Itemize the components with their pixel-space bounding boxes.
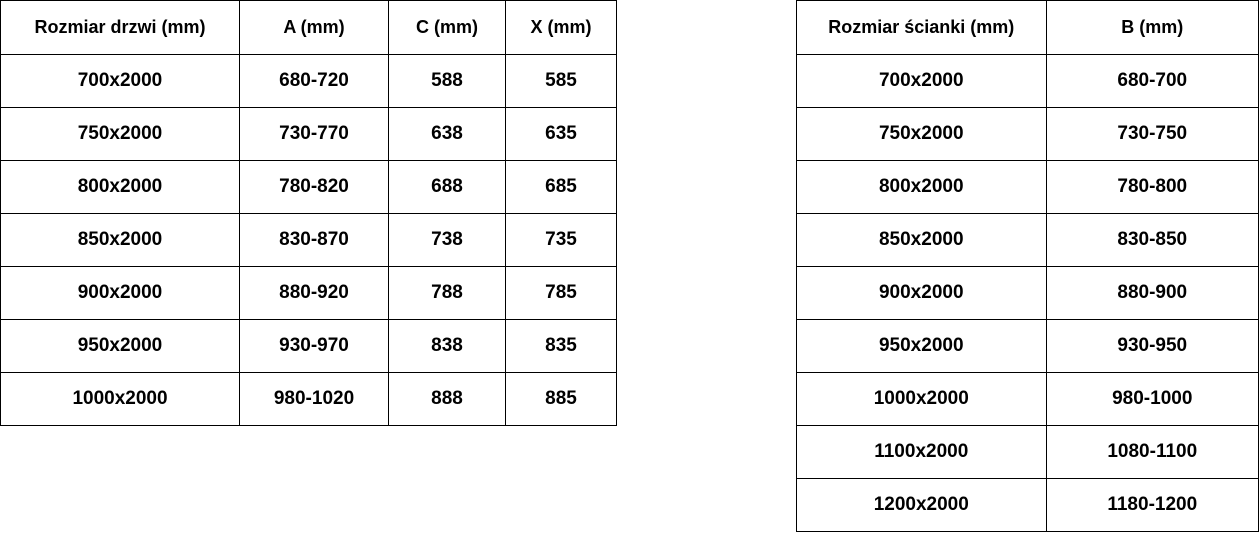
- table-row: [797, 479, 1259, 532]
- cell-x: 885: [506, 373, 617, 426]
- cell-a: 880-920: [240, 267, 389, 320]
- cell-c: 788: [389, 267, 506, 320]
- cell-a: 830-870: [240, 214, 389, 267]
- cell-c: 738: [389, 214, 506, 267]
- cell-wall-size: 850x2000: [797, 214, 1047, 267]
- cell-wall-size: 900x2000: [797, 267, 1047, 320]
- cell-a: 730-770: [240, 108, 389, 161]
- cell-door-size: 950x2000: [1, 320, 240, 373]
- cell-x: 785: [506, 267, 617, 320]
- cell-x: 585: [506, 55, 617, 108]
- table-row: [1, 55, 617, 108]
- table-row: [1, 161, 617, 214]
- cell-door-size: 800x2000: [1, 161, 240, 214]
- cell-c: 638: [389, 108, 506, 161]
- cell-door-size: 850x2000: [1, 214, 240, 267]
- column-header-door-size: Rozmiar drzwi (mm): [1, 1, 240, 55]
- table-header-row: [1, 1, 617, 55]
- cell-b: 930-950: [1046, 320, 1258, 373]
- cell-wall-size: 1200x2000: [797, 479, 1047, 532]
- table-row: [1, 108, 617, 161]
- cell-b: 1080-1100: [1046, 426, 1258, 479]
- cell-door-size: 900x2000: [1, 267, 240, 320]
- table-row: [797, 373, 1259, 426]
- table-row: [797, 214, 1259, 267]
- cell-b: 780-800: [1046, 161, 1258, 214]
- column-header-a: A (mm): [240, 1, 389, 55]
- cell-x: 735: [506, 214, 617, 267]
- cell-c: 588: [389, 55, 506, 108]
- column-header-x: X (mm): [506, 1, 617, 55]
- cell-b: 730-750: [1046, 108, 1258, 161]
- table-header-row: [797, 1, 1259, 55]
- cell-b: 680-700: [1046, 55, 1258, 108]
- cell-b: 880-900: [1046, 267, 1258, 320]
- cell-b: 1180-1200: [1046, 479, 1258, 532]
- table-row: [797, 55, 1259, 108]
- table-row: [1, 267, 617, 320]
- table-row: [1, 373, 617, 426]
- table-row: [797, 161, 1259, 214]
- walls-dimensions-table: [796, 0, 1259, 532]
- table-row: [1, 320, 617, 373]
- cell-c: 838: [389, 320, 506, 373]
- cell-wall-size: 1100x2000: [797, 426, 1047, 479]
- table-row: [797, 320, 1259, 373]
- doors-table-container: [0, 0, 617, 426]
- cell-c: 888: [389, 373, 506, 426]
- cell-x: 635: [506, 108, 617, 161]
- column-header-b: B (mm): [1046, 1, 1258, 55]
- cell-door-size: 1000x2000: [1, 373, 240, 426]
- cell-x: 685: [506, 161, 617, 214]
- cell-wall-size: 700x2000: [797, 55, 1047, 108]
- cell-b: 830-850: [1046, 214, 1258, 267]
- cell-door-size: 750x2000: [1, 108, 240, 161]
- cell-a: 780-820: [240, 161, 389, 214]
- cell-x: 835: [506, 320, 617, 373]
- table-row: [797, 267, 1259, 320]
- cell-b: 980-1000: [1046, 373, 1258, 426]
- cell-door-size: 700x2000: [1, 55, 240, 108]
- cell-a: 680-720: [240, 55, 389, 108]
- cell-wall-size: 800x2000: [797, 161, 1047, 214]
- column-header-c: C (mm): [389, 1, 506, 55]
- table-row: [1, 214, 617, 267]
- cell-wall-size: 750x2000: [797, 108, 1047, 161]
- table-row: [797, 108, 1259, 161]
- cell-wall-size: 1000x2000: [797, 373, 1047, 426]
- walls-table-container: [796, 0, 1259, 532]
- table-row: [797, 426, 1259, 479]
- cell-a: 930-970: [240, 320, 389, 373]
- cell-a: 980-1020: [240, 373, 389, 426]
- cell-wall-size: 950x2000: [797, 320, 1047, 373]
- doors-dimensions-table: [0, 0, 617, 426]
- cell-c: 688: [389, 161, 506, 214]
- column-header-wall-size: Rozmiar ścianki (mm): [797, 1, 1047, 55]
